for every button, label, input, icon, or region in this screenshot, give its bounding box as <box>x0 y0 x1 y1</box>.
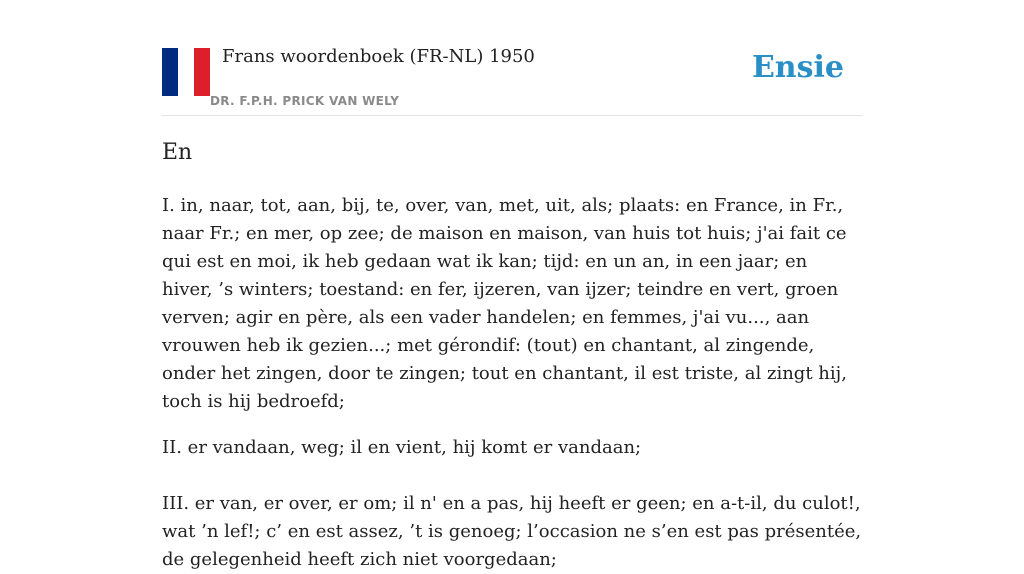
flag-stripe-white <box>178 48 194 96</box>
flag-stripe-blue <box>162 48 178 96</box>
dictionary-author: DR. F.P.H. PRICK VAN WELY <box>210 94 400 108</box>
flag-stripe-red <box>194 48 210 96</box>
sense-3: III. er van, er over, er om; il n' en a pas, hij heeft er geen; en a-t-il, du culot!, wat ’n lef!; c’ en est assez, ’t is genoeg; l’occasion ne s’en est pas présentée, de gelegenheid heeft zich niet voorgedaan; <box>162 493 862 570</box>
entry-definition <box>162 192 862 574</box>
france-flag-icon[interactable] <box>162 48 210 96</box>
sense-1: I. in, naar, tot, aan, bij, te, over, van, met, uit, als; plaats: en France, in Fr., naar Fr.; en mer, op zee; de maison en maison, van huis tot huis; j'ai fait ce qui est en moi, ik heb gedaan wat ik kan; tijd: en un an, in een jaar; en hiver, ’s winters; toestand: en fer, ijzeren, van ijzer; teindre en vert, groen verven; agir en père, als een vader handelen; en femmes, j'ai vu..., aan vrouwen heb ik gezien...; met gérondif: (tout) en chantant, al zingende, onder het zingen, door te zingen; tout en chantant, il est triste, al zingt hij, toch is hij bedroefd; <box>162 195 847 412</box>
sense-2: II. er vandaan, weg; il en vient, hij komt er vandaan; <box>162 437 642 458</box>
entry-headword: En <box>162 140 193 165</box>
ensie-logo-link[interactable]: Ensie <box>751 50 844 85</box>
dictionary-header <box>162 44 862 116</box>
dictionary-title-link[interactable]: Frans woordenboek (FR-NL) 1950 <box>222 46 535 67</box>
